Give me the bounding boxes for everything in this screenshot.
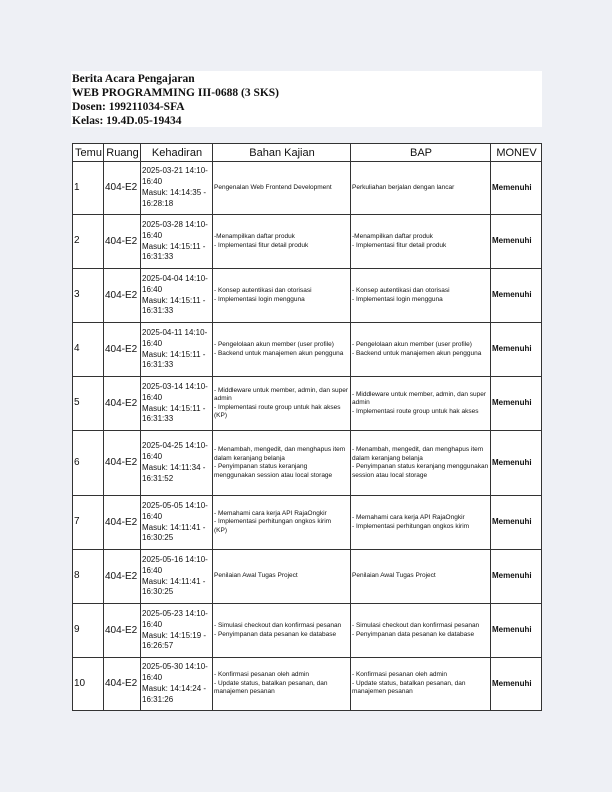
cell-temu: 5 bbox=[73, 377, 104, 431]
cell-temu: 1 bbox=[73, 162, 104, 215]
cell-kehadiran: 2025-04-04 14:10-16:40 Masuk: 14:15:11 - 16:31:33 bbox=[141, 269, 213, 323]
cell-kehadiran: 2025-05-16 14:10-16:40 Masuk: 14:11:41 - 16:30:25 bbox=[141, 550, 213, 604]
course-name: WEB PROGRAMMING III-0688 (3 SKS) bbox=[72, 87, 280, 99]
cell-bahan-kajian: - Pengelolaan akun member (user profile) - Backend untuk manajemen akun pengguna bbox=[213, 323, 351, 377]
teaching-log-table bbox=[72, 143, 542, 711]
table-header-row bbox=[73, 144, 542, 162]
cell-temu: 6 bbox=[73, 431, 104, 496]
cell-temu: 2 bbox=[73, 215, 104, 269]
cell-bahan-kajian: - Menambah, mengedit, dan menghapus item dalam keranjang belanja - Penyimpanan status keranjang menggunakan session atau local storage bbox=[213, 431, 351, 496]
column-header-monev: MONEV bbox=[491, 144, 542, 162]
cell-monev: Memenuhi bbox=[491, 162, 542, 215]
cell-bap: - Konfirmasi pesanan oleh admin - Update status, batalkan pesanan, dan manajemen pesanan bbox=[351, 658, 491, 711]
cell-bap: - Konsep autentikasi dan otorisasi - Implementasi login mengguna bbox=[351, 269, 491, 323]
cell-temu: 4 bbox=[73, 323, 104, 377]
cell-bahan-kajian: - Konsep autentikasi dan otorisasi - Implementasi login mengguna bbox=[213, 269, 351, 323]
table-row bbox=[73, 162, 542, 215]
table-row bbox=[73, 377, 542, 431]
column-header-bahan-kajian: Bahan Kajian bbox=[213, 144, 351, 162]
cell-ruang: 404-E2 bbox=[104, 496, 141, 550]
cell-monev: Memenuhi bbox=[491, 550, 542, 604]
document-header bbox=[71, 71, 542, 127]
column-header-temu: Temu bbox=[73, 144, 104, 162]
cell-bahan-kajian: - Simulasi checkout dan konfirmasi pesanan - Penyimpanan data pesanan ke database bbox=[213, 604, 351, 658]
cell-ruang: 404-E2 bbox=[104, 323, 141, 377]
table-row bbox=[73, 323, 542, 377]
cell-bap: - Simulasi checkout dan konfirmasi pesanan - Penyimpanan data pesanan ke database bbox=[351, 604, 491, 658]
cell-bahan-kajian: - Konfirmasi pesanan oleh admin - Update status, batalkan pesanan, dan manajemen pesanan bbox=[213, 658, 351, 711]
class-id: Kelas: 19.4D.05-19434 bbox=[72, 115, 182, 127]
cell-bahan-kajian: - Middleware untuk member, admin, dan super admin - Implementasi route group untuk hak akses (KP) bbox=[213, 377, 351, 431]
table-row bbox=[73, 496, 542, 550]
cell-kehadiran: 2025-04-25 14:10-16:40 Masuk: 14:11:34 - 16:31:52 bbox=[141, 431, 213, 496]
cell-bap: Penilaian Awal Tugas Project bbox=[351, 550, 491, 604]
cell-kehadiran: 2025-05-23 14:10-16:40 Masuk: 14:15:19 - 16:26:57 bbox=[141, 604, 213, 658]
cell-bap: - Memahami cara kerja API RajaOngkir - Implementasi perhitungan ongkos kirim bbox=[351, 496, 491, 550]
cell-bap: - Menambah, mengedit, dan menghapus item dalam keranjang belanja - Penyimpanan status keranjang menggunakan session atau local storage bbox=[351, 431, 491, 496]
cell-ruang: 404-E2 bbox=[104, 604, 141, 658]
cell-bahan-kajian: - Memahami cara kerja API RajaOngkir - Implementasi perhitungan ongkos kirim (KP) bbox=[213, 496, 351, 550]
table-row bbox=[73, 269, 542, 323]
cell-ruang: 404-E2 bbox=[104, 658, 141, 711]
cell-kehadiran: 2025-03-14 14:10-16:40 Masuk: 14:15:11 - 16:31:33 bbox=[141, 377, 213, 431]
cell-kehadiran: 2025-05-05 14:10-16:40 Masuk: 14:11:41 - 16:30:25 bbox=[141, 496, 213, 550]
document-title: Berita Acara Pengajaran bbox=[72, 73, 195, 85]
cell-bap: Perkuliahan berjalan dengan lancar bbox=[351, 162, 491, 215]
column-header-bap: BAP bbox=[351, 144, 491, 162]
table-row bbox=[73, 215, 542, 269]
table-row bbox=[73, 658, 542, 711]
cell-ruang: 404-E2 bbox=[104, 550, 141, 604]
cell-monev: Memenuhi bbox=[491, 377, 542, 431]
cell-monev: Memenuhi bbox=[491, 658, 542, 711]
cell-bahan-kajian: Penilaian Awal Tugas Project bbox=[213, 550, 351, 604]
cell-bap: -Menampilkan daftar produk - Implementasi fitur detail produk bbox=[351, 215, 491, 269]
cell-monev: Memenuhi bbox=[491, 323, 542, 377]
cell-temu: 10 bbox=[73, 658, 104, 711]
cell-kehadiran: 2025-03-28 14:10-16:40 Masuk: 14:15:11 - 16:31:33 bbox=[141, 215, 213, 269]
column-header-ruang: Ruang bbox=[104, 144, 141, 162]
cell-monev: Memenuhi bbox=[491, 269, 542, 323]
cell-ruang: 404-E2 bbox=[104, 431, 141, 496]
table-row bbox=[73, 550, 542, 604]
cell-kehadiran: 2025-04-11 14:10-16:40 Masuk: 14:15:11 - 16:31:33 bbox=[141, 323, 213, 377]
cell-monev: Memenuhi bbox=[491, 215, 542, 269]
cell-bahan-kajian: Pengenalan Web Frontend Development bbox=[213, 162, 351, 215]
cell-monev: Memenuhi bbox=[491, 496, 542, 550]
cell-bahan-kajian: -Menampilkan daftar produk - Implementasi fitur detail produk bbox=[213, 215, 351, 269]
cell-monev: Memenuhi bbox=[491, 431, 542, 496]
cell-temu: 8 bbox=[73, 550, 104, 604]
cell-ruang: 404-E2 bbox=[104, 215, 141, 269]
cell-temu: 3 bbox=[73, 269, 104, 323]
table-row bbox=[73, 431, 542, 496]
cell-temu: 9 bbox=[73, 604, 104, 658]
cell-ruang: 404-E2 bbox=[104, 269, 141, 323]
cell-temu: 7 bbox=[73, 496, 104, 550]
lecturer-id: Dosen: 199211034-SFA bbox=[72, 101, 185, 113]
cell-ruang: 404-E2 bbox=[104, 162, 141, 215]
column-header-kehadiran: Kehadiran bbox=[141, 144, 213, 162]
cell-kehadiran: 2025-05-30 14:10-16:40 Masuk: 14:14:24 - 16:31:26 bbox=[141, 658, 213, 711]
cell-monev: Memenuhi bbox=[491, 604, 542, 658]
cell-bap: - Middleware untuk member, admin, dan super admin - Implementasi route group untuk hak akses bbox=[351, 377, 491, 431]
cell-kehadiran: 2025-03-21 14:10-16:40 Masuk: 14:14:35 - 16:28:18 bbox=[141, 162, 213, 215]
table-row bbox=[73, 604, 542, 658]
cell-bap: - Pengelolaan akun member (user profile) - Backend untuk manajemen akun pengguna bbox=[351, 323, 491, 377]
cell-ruang: 404-E2 bbox=[104, 377, 141, 431]
